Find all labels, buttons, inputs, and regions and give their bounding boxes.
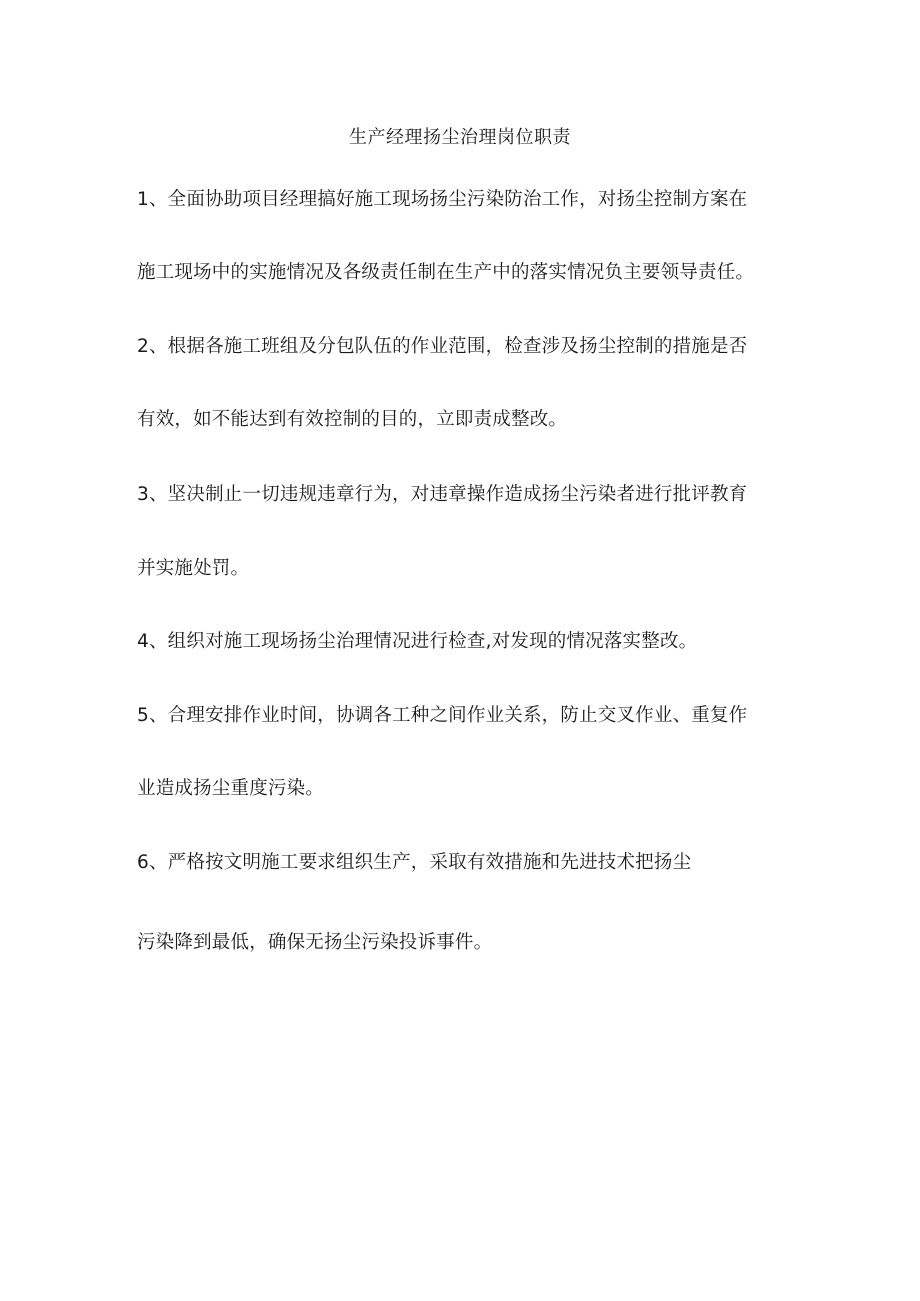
paragraph-line: 1、全面协助项目经理搞好施工现场扬尘污染防治工作，对扬尘控制方案在 — [137, 189, 748, 210]
paragraph-line: 施工现场中的实施情况及各级责任制在生产中的落实情况负主要领导责任。 — [137, 262, 755, 283]
paragraph-line: 5、合理安排作业时间，协调各工种之间作业关系，防止交叉作业、重复作 — [137, 705, 748, 726]
paragraph-line: 并实施处罚。 — [137, 558, 250, 579]
paragraph-line: 有效，如不能达到有效控制的目的，立即责成整改。 — [137, 409, 568, 430]
paragraph-line: 污染降到最低，确保无扬尘污染投诉事件。 — [137, 932, 493, 953]
document-title: 生产经理扬尘治理岗位职责 — [349, 127, 571, 148]
paragraph-line: 4、组织对施工现场扬尘治理情况进行检查,对发现的情况落实整改。 — [137, 631, 698, 652]
paragraph-line: 2、根据各施工班组及分包队伍的作业范围，检查涉及扬尘控制的措施是否 — [137, 336, 748, 357]
paragraph-line: 业造成扬尘重度污染。 — [137, 778, 325, 799]
paragraph-line: 3、坚决制止一切违规违章行为，对违章操作造成扬尘污染者进行批评教育 — [137, 484, 748, 505]
paragraph-line: 6、严格按文明施工要求组织生产，采取有效措施和先进技术把扬尘 — [137, 852, 692, 873]
